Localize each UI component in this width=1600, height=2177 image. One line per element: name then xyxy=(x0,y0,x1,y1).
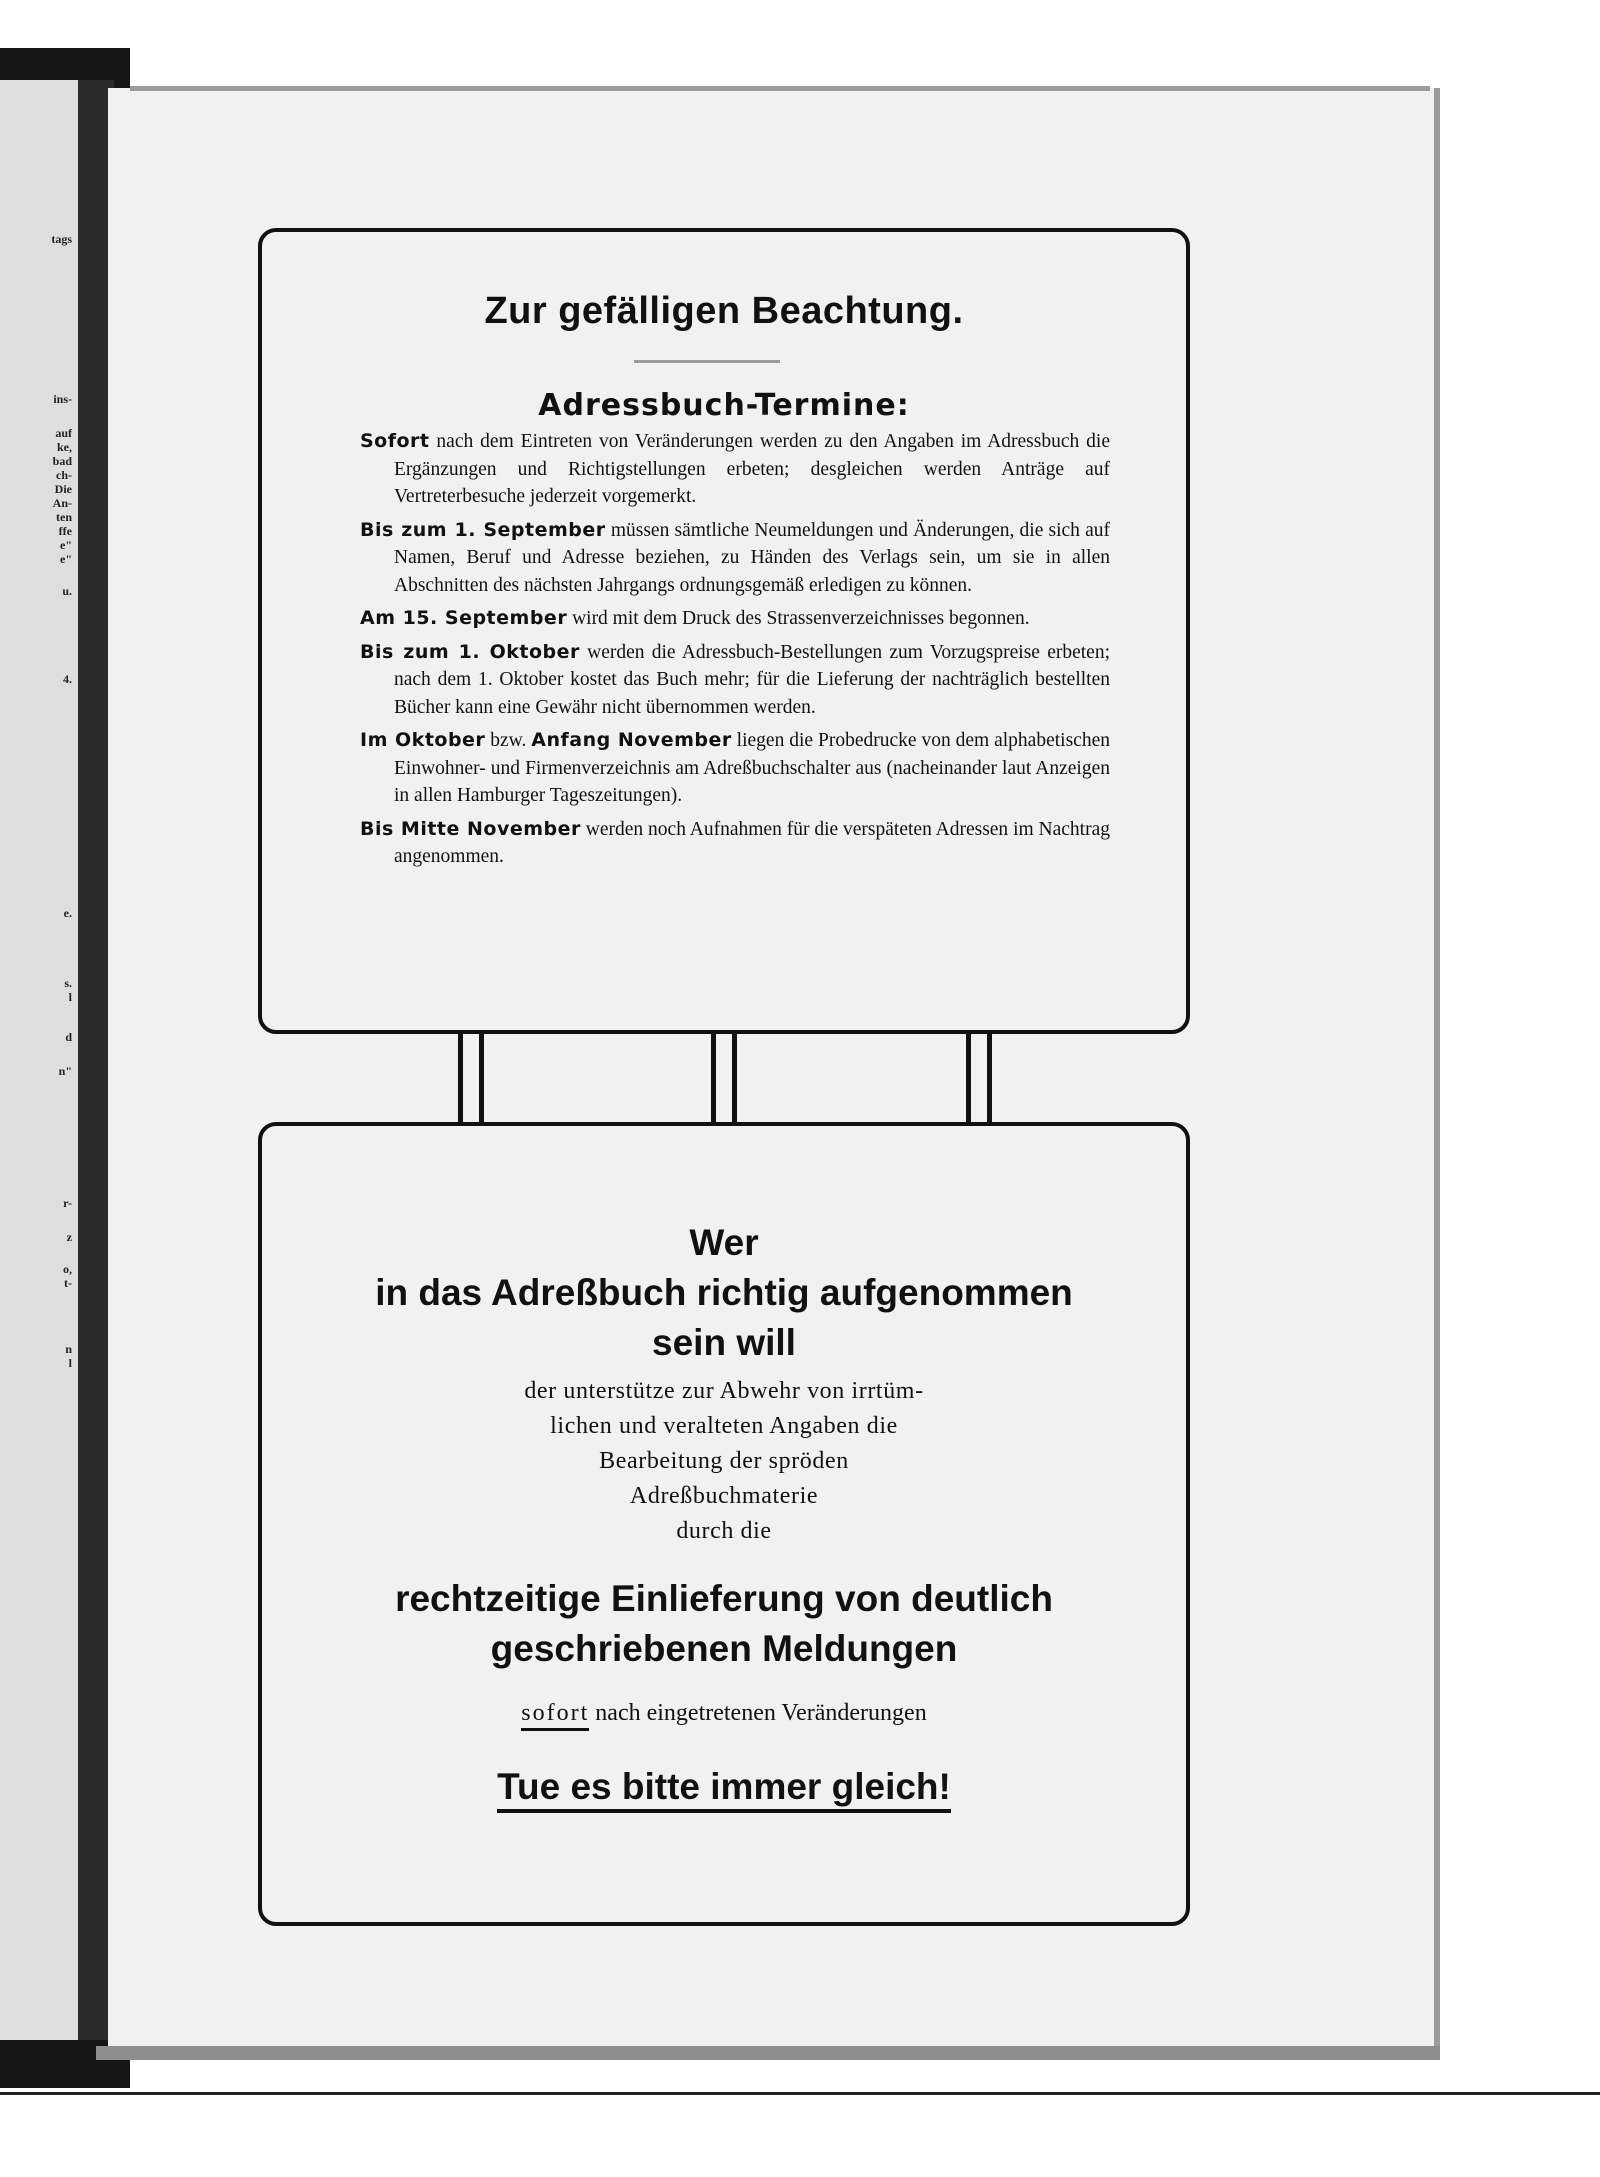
left-fragment: ch- xyxy=(56,468,72,482)
sign-post xyxy=(966,1030,992,1126)
term-text: liegen die Probedrucke von dem alphabetischen Einwohner- und Firmenverzeichnis am Adreßbuchschalter aus (nacheinander laut Anzeigen in allen Hamburger Tageszeitungen). xyxy=(394,730,1110,806)
appeal-headline-line: sein will xyxy=(652,1322,796,1363)
sign-post xyxy=(458,1030,484,1126)
term-text: werden die Adressbuch-Bestellungen zum Vorzugspreise erbeten; nach dem 1. Oktober kostet das Buch mehr; für die Lieferung der nachträglich bestellten Bücher kann eine Gewähr nicht übernommen werden. xyxy=(394,641,1110,718)
term-connector: bzw. xyxy=(485,730,532,751)
term-text: nach dem Eintreten von Veränderungen werden zu den Angaben im Adressbuch die Ergänzungen und Richtigstellungen erbeten; desgleichen werden Anträge auf Vertreterbesuche jederzeit vorgemerkt. xyxy=(394,431,1110,507)
term-text: werden noch Aufnahmen für die verspäteten Adressen im Nachtrag angenommen. xyxy=(394,818,1110,867)
terms-heading: Adressbuch-Termine: xyxy=(538,388,910,423)
terms-list xyxy=(360,428,1110,877)
left-fragment: l xyxy=(68,1356,72,1370)
left-fragment: u. xyxy=(62,584,72,598)
notice-title: Zur gefälligen Beachtung. xyxy=(484,290,964,332)
sofort-rest: nach eingetretenen Veränderungen xyxy=(589,1700,927,1726)
left-fragment: bad xyxy=(52,454,72,468)
left-fragment: ke, xyxy=(57,440,72,454)
previous-page-edge xyxy=(0,80,82,2040)
left-fragment: s. xyxy=(64,976,72,990)
term-entry xyxy=(360,639,1110,722)
term-text: müssen sämtliche Neumeldungen und Änderungen, die sich auf Namen, Beruf und Adresse beziehen, zu Händen des Verlags sein, um sie in allen Abschnitten des nächsten Jahrgangs ordnungsgemäß erledigen zu können. xyxy=(394,519,1110,596)
sign-post xyxy=(711,1030,737,1126)
left-fragment: An- xyxy=(52,496,72,510)
term-lead: Am 15. September xyxy=(360,607,568,629)
left-fragment: t- xyxy=(64,1276,72,1290)
appeal-body-line: durch die xyxy=(676,1518,772,1544)
appeal-emphasis xyxy=(262,1574,1186,1674)
left-fragment: o, xyxy=(63,1262,72,1276)
term-entry xyxy=(360,816,1110,871)
left-fragment: e. xyxy=(63,906,72,920)
left-fragment: ten xyxy=(56,510,72,524)
motto-text: Tue es bitte immer gleich! xyxy=(497,1766,951,1813)
appeal-emphasis-line: geschriebenen Meldungen xyxy=(490,1628,958,1669)
term-lead: Bis zum 1. September xyxy=(360,518,606,541)
left-fragment: z xyxy=(66,1230,72,1244)
term-entry xyxy=(360,517,1110,600)
appeal-body-line: der unterstütze zur Abwehr von irrtüm- xyxy=(524,1378,924,1404)
term-lead: Bis Mitte November xyxy=(360,817,581,840)
term-entry xyxy=(360,727,1110,810)
left-fragment: r- xyxy=(63,1196,72,1210)
appeal-headline-line: in das Adreßbuch richtig aufgenommen xyxy=(375,1272,1073,1313)
sofort-line xyxy=(262,1700,1186,1727)
sofort-word: sofort xyxy=(521,1700,589,1731)
term-lead-secondary: Anfang November xyxy=(531,729,732,751)
appeal-body xyxy=(262,1374,1186,1549)
appeal-headline-line: Wer xyxy=(689,1222,759,1263)
left-fragment: n xyxy=(65,1342,72,1356)
left-fragment: ins- xyxy=(53,392,72,406)
left-fragment: ffe xyxy=(58,524,72,538)
page-bottom-edge xyxy=(96,2046,1440,2060)
term-text: wird mit dem Druck des Strassenverzeichnisses begonnen. xyxy=(567,608,1030,629)
appeal-body-line: Bearbeitung der spröden xyxy=(599,1448,849,1474)
left-fragment: auf xyxy=(55,426,72,440)
title-rule xyxy=(634,360,780,363)
motto xyxy=(262,1766,1186,1808)
appeal-sign xyxy=(258,1122,1190,1926)
left-fragment: Die xyxy=(54,482,72,496)
left-fragment: 4. xyxy=(63,672,72,686)
appeal-emphasis-line: rechtzeitige Einlieferung von deutlich xyxy=(395,1578,1053,1619)
appeal-headline xyxy=(262,1218,1186,1368)
term-lead: Im Oktober xyxy=(360,729,486,751)
term-entry xyxy=(360,605,1110,633)
left-fragment: tags xyxy=(51,232,72,246)
term-entry xyxy=(360,428,1110,511)
appeal-body-line: Adreßbuchmaterie xyxy=(629,1483,819,1509)
term-lead: Sofort xyxy=(360,430,430,452)
page-top-edge xyxy=(130,86,1430,91)
left-fragment: n" xyxy=(58,1064,72,1078)
term-lead: Bis zum 1. Oktober xyxy=(360,640,580,663)
left-fragment: d xyxy=(65,1030,72,1044)
left-fragment: l xyxy=(68,990,72,1004)
scan-bottom-line xyxy=(0,2092,1600,2095)
notice-sign xyxy=(258,228,1190,1034)
left-fragment: e" xyxy=(60,552,72,566)
appeal-body-line: lichen und veralteten Angaben die xyxy=(550,1413,898,1439)
left-fragment: e" xyxy=(60,538,72,552)
